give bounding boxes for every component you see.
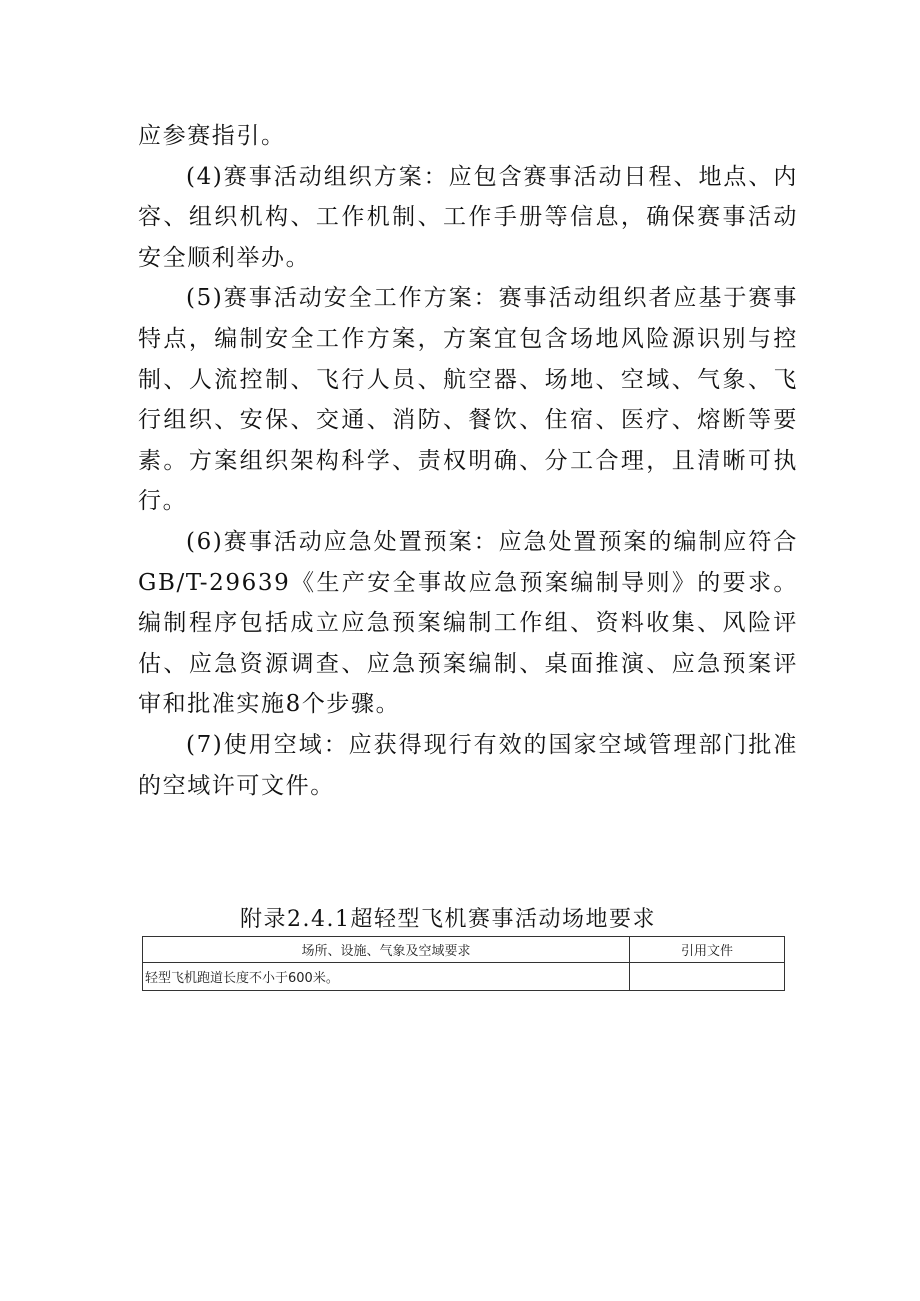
paragraph-item-4: (4)赛事活动组织方案：应包含赛事活动日程、地点、内容、组织机构、工作机制、工作手册等信息，确保赛事活动安全顺利举办。 [138,163,798,271]
table-header-requirements: 场所、设施、气象及空域要求 [143,937,630,963]
paragraph-item-6: (6)赛事活动应急处置预案：应急处置预案的编制应符合GB/T-29639《生产安全事故应急预案编制导则》的要求。编制程序包括成立应急预案编制工作组、资料收集、风险评估、应急资源调查、应急预案编制、桌面推演、应急预案评审和批准实施8个步骤。 [138,528,798,718]
document-body [138,116,798,806]
paragraph-item-7: (7)使用空域：应获得现行有效的国家空域管理部门批准的空域许可文件。 [138,731,798,799]
table-row [143,963,785,991]
table-cell-reference [630,963,785,991]
table-header-row [143,937,785,963]
requirements-table [142,936,785,991]
table-header-reference: 引用文件 [630,937,785,963]
paragraph-item-5: (5)赛事活动安全工作方案：赛事活动组织者应基于赛事特点，编制安全工作方案，方案宜包含场地风险源识别与控制、人流控制、飞行人员、航空器、场地、空域、气象、飞行组织、安保、交通、消防、餐饮、住宿、医疗、熔断等要素。方案组织架构科学、责权明确、分工合理，且清晰可执行。 [138,285,798,515]
paragraph-continuation: 应参赛指引。 [138,123,286,149]
appendix-title: 附录2.4.1超轻型飞机赛事活动场地要求 [240,907,656,932]
table-cell-requirement: 轻型飞机跑道长度不小于600米。 [143,963,630,991]
